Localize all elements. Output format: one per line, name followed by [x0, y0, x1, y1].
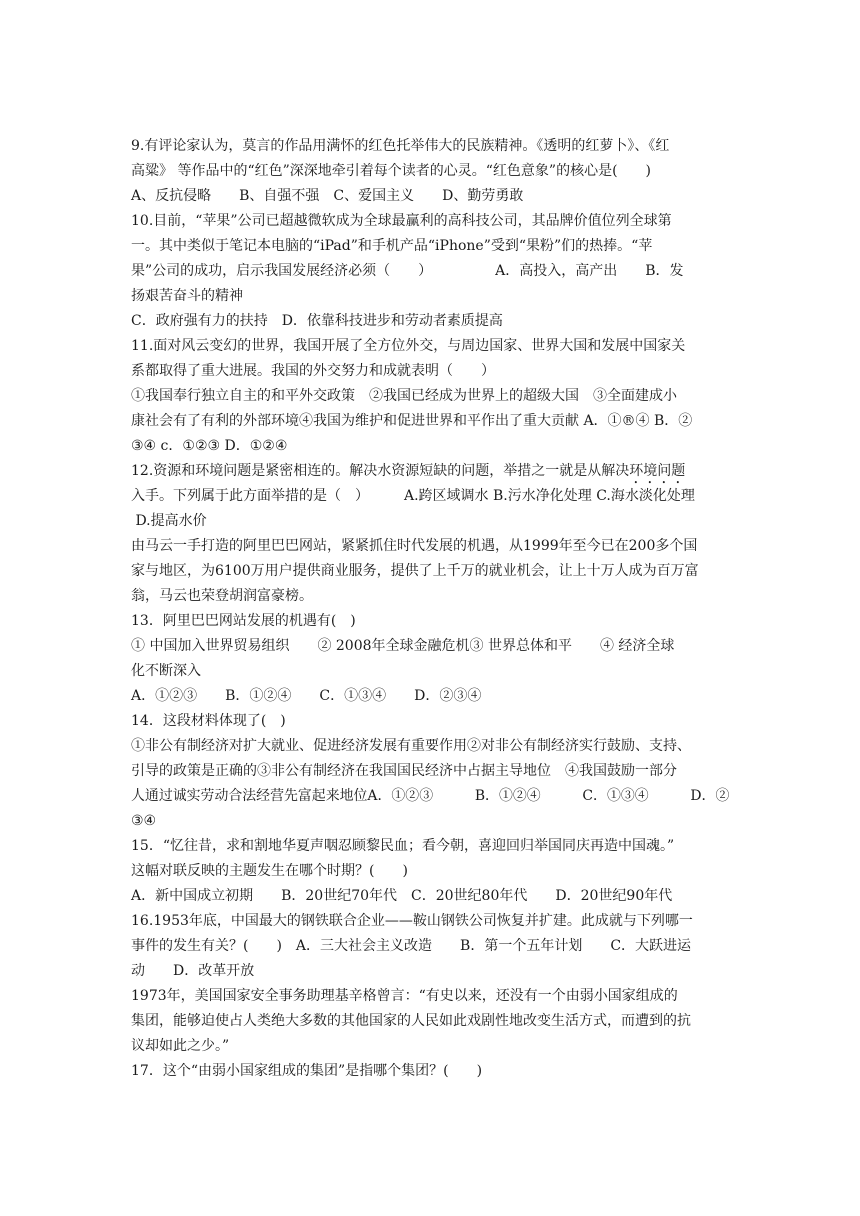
q12-line-3: D.提高水价	[131, 513, 207, 529]
q15-line-1: 15．“忆往昔，求和割地华夏声咽忍顾黎民血；看今朝，喜迎回归举国同庆再造中国魂。”	[131, 838, 675, 854]
material-2-line-1: 1973年，美国国家安全事务助理基辛格曾言：“有史以来，还没有一个由弱小国家组成的	[131, 988, 678, 1004]
q16-line-1: 16.1953年底，中国最大的钢铁联合企业——鞍山钢铁公司恢复并扩建。此成就与下列哪一	[131, 913, 693, 929]
q9-line-1: 9.有评论家认为，莫言的作品用满怀的红色托举伟大的民族精神。《透明的红萝卜》、《红	[131, 138, 670, 154]
emphasis-dotted-text: 环境问题	[629, 463, 686, 479]
q10-line-2: 一。其中类似于笔记本电脑的“iPad”和手机产品“iPhone”受到“果粉”们的热捧。“苹	[131, 238, 653, 254]
q14-stem: 14．这段材料体现了( )	[131, 713, 286, 729]
material-1-line-3: 翁，马云也荣登胡润富豪榜。	[131, 588, 313, 604]
q11-line-5: ③④ c．①②③ D．①②④	[131, 438, 288, 454]
q12-line-2: 入手。下列属于此方面举措的是（ ） A.跨区域调水 B.污水净化处理 C.海水淡化处理	[131, 488, 695, 504]
q13-items-1: ① 中国加入世界贸易组织 ② 2008年全球金融危机③ 世界总体和平 ④ 经济全球	[131, 638, 675, 654]
material-1-line-1: 由马云一手打造的阿里巴巴网站，紧紧抓住时代发展的机遇，从1999年至今已在200多个国	[131, 538, 698, 554]
material-2-line-3: 议却如此之少。”	[131, 1038, 230, 1054]
q11-line-3: ①我国奉行独立自主的和平外交政策 ②我国已经成为世界上的超级大国 ③全面建成小	[131, 388, 677, 404]
q9-options: A、反抗侵略 B、自强不强 C、爱国主义 D、勤劳勇敢	[131, 188, 524, 204]
q14-items-4: ③④	[131, 813, 157, 829]
q14-items-1: ①非公有制经济对扩大就业、促进经济发展有重要作用②对非公有制经济实行鼓励、支持、	[131, 738, 691, 754]
q10-line-3: 果”公司的成功，启示我国发展经济必须（ ） A．高投入，高产出 B．发	[131, 263, 684, 279]
q16-line-3: 动 D．改革开放	[131, 963, 255, 979]
q13-options: A．①②③ B．①②④ C．①③④ D．②③④	[131, 688, 482, 704]
q13-items-2: 化不断深入	[131, 663, 201, 679]
q17-stem: 17．这个“由弱小国家组成的集团”是指哪个集团？( )	[131, 1063, 483, 1079]
q15-line-2: 这幅对联反映的主题发生在哪个时期？( )	[131, 863, 408, 879]
q9-line-2: 高粱》 等作品中的“红色”深深地牵引着每个读者的心灵。“红色意象”的核心是( )	[131, 163, 652, 179]
q11-line-2: 系都取得了重大进展。我国的外交努力和成就表明（ ）	[131, 363, 495, 379]
q10-line-5: C．政府强有力的扶持 D．依靠科技进步和劳动者素质提高	[131, 313, 503, 329]
q10-line-1: 10.目前，“苹果”公司已超越微软成为全球最赢利的高科技公司，其品牌价值位列全球第	[131, 213, 672, 229]
q12-line-1-text: 12.资源和环境问题是紧密相连的。解决水资源短缺的问题，举措之一就是从解决	[131, 463, 630, 479]
q12-line-1	[131, 461, 685, 481]
q14-items-2: 引导的政策是正确的③非公有制经济在我国国民经济中占据主导地位 ④我国鼓励一部分	[131, 763, 677, 779]
material-1-line-2: 家与地区，为6100万用户提供商业服务，提供了上千万的就业机会，让上十万人成为百万富	[131, 563, 699, 579]
q11-line-1: 11.面对风云变幻的世界，我国开展了全方位外交，与周边国家、世界大国和发展中国家关	[131, 338, 686, 354]
material-2-line-2: 集团，能够迫使占人类绝大多数的其他国家的人民如此戏剧性地改变生活方式，而遭到的抗	[131, 1013, 691, 1029]
q15-options: A．新中国成立初期 B．20世纪70年代 C．20世纪80年代 D．20世纪90年代	[131, 888, 673, 904]
q11-line-4: 康社会有了有利的外部环境④我国为维护和促进世界和平作出了重大贡献 A．①®④ B．②	[131, 413, 693, 429]
q16-line-2: 事件的发生有关？( ) A．三大社会主义改造 B．第一个五年计划 C．大跃进运	[131, 938, 692, 954]
q13-stem: 13．阿里巴巴网站发展的机遇有( )	[131, 613, 356, 629]
q14-items-3: 人通过诚实劳动合法经营先富起来地位A．①②③ B．①②④ C．①③④ D．②	[131, 788, 730, 804]
q10-line-4: 扬艰苦奋斗的精神	[131, 288, 243, 304]
